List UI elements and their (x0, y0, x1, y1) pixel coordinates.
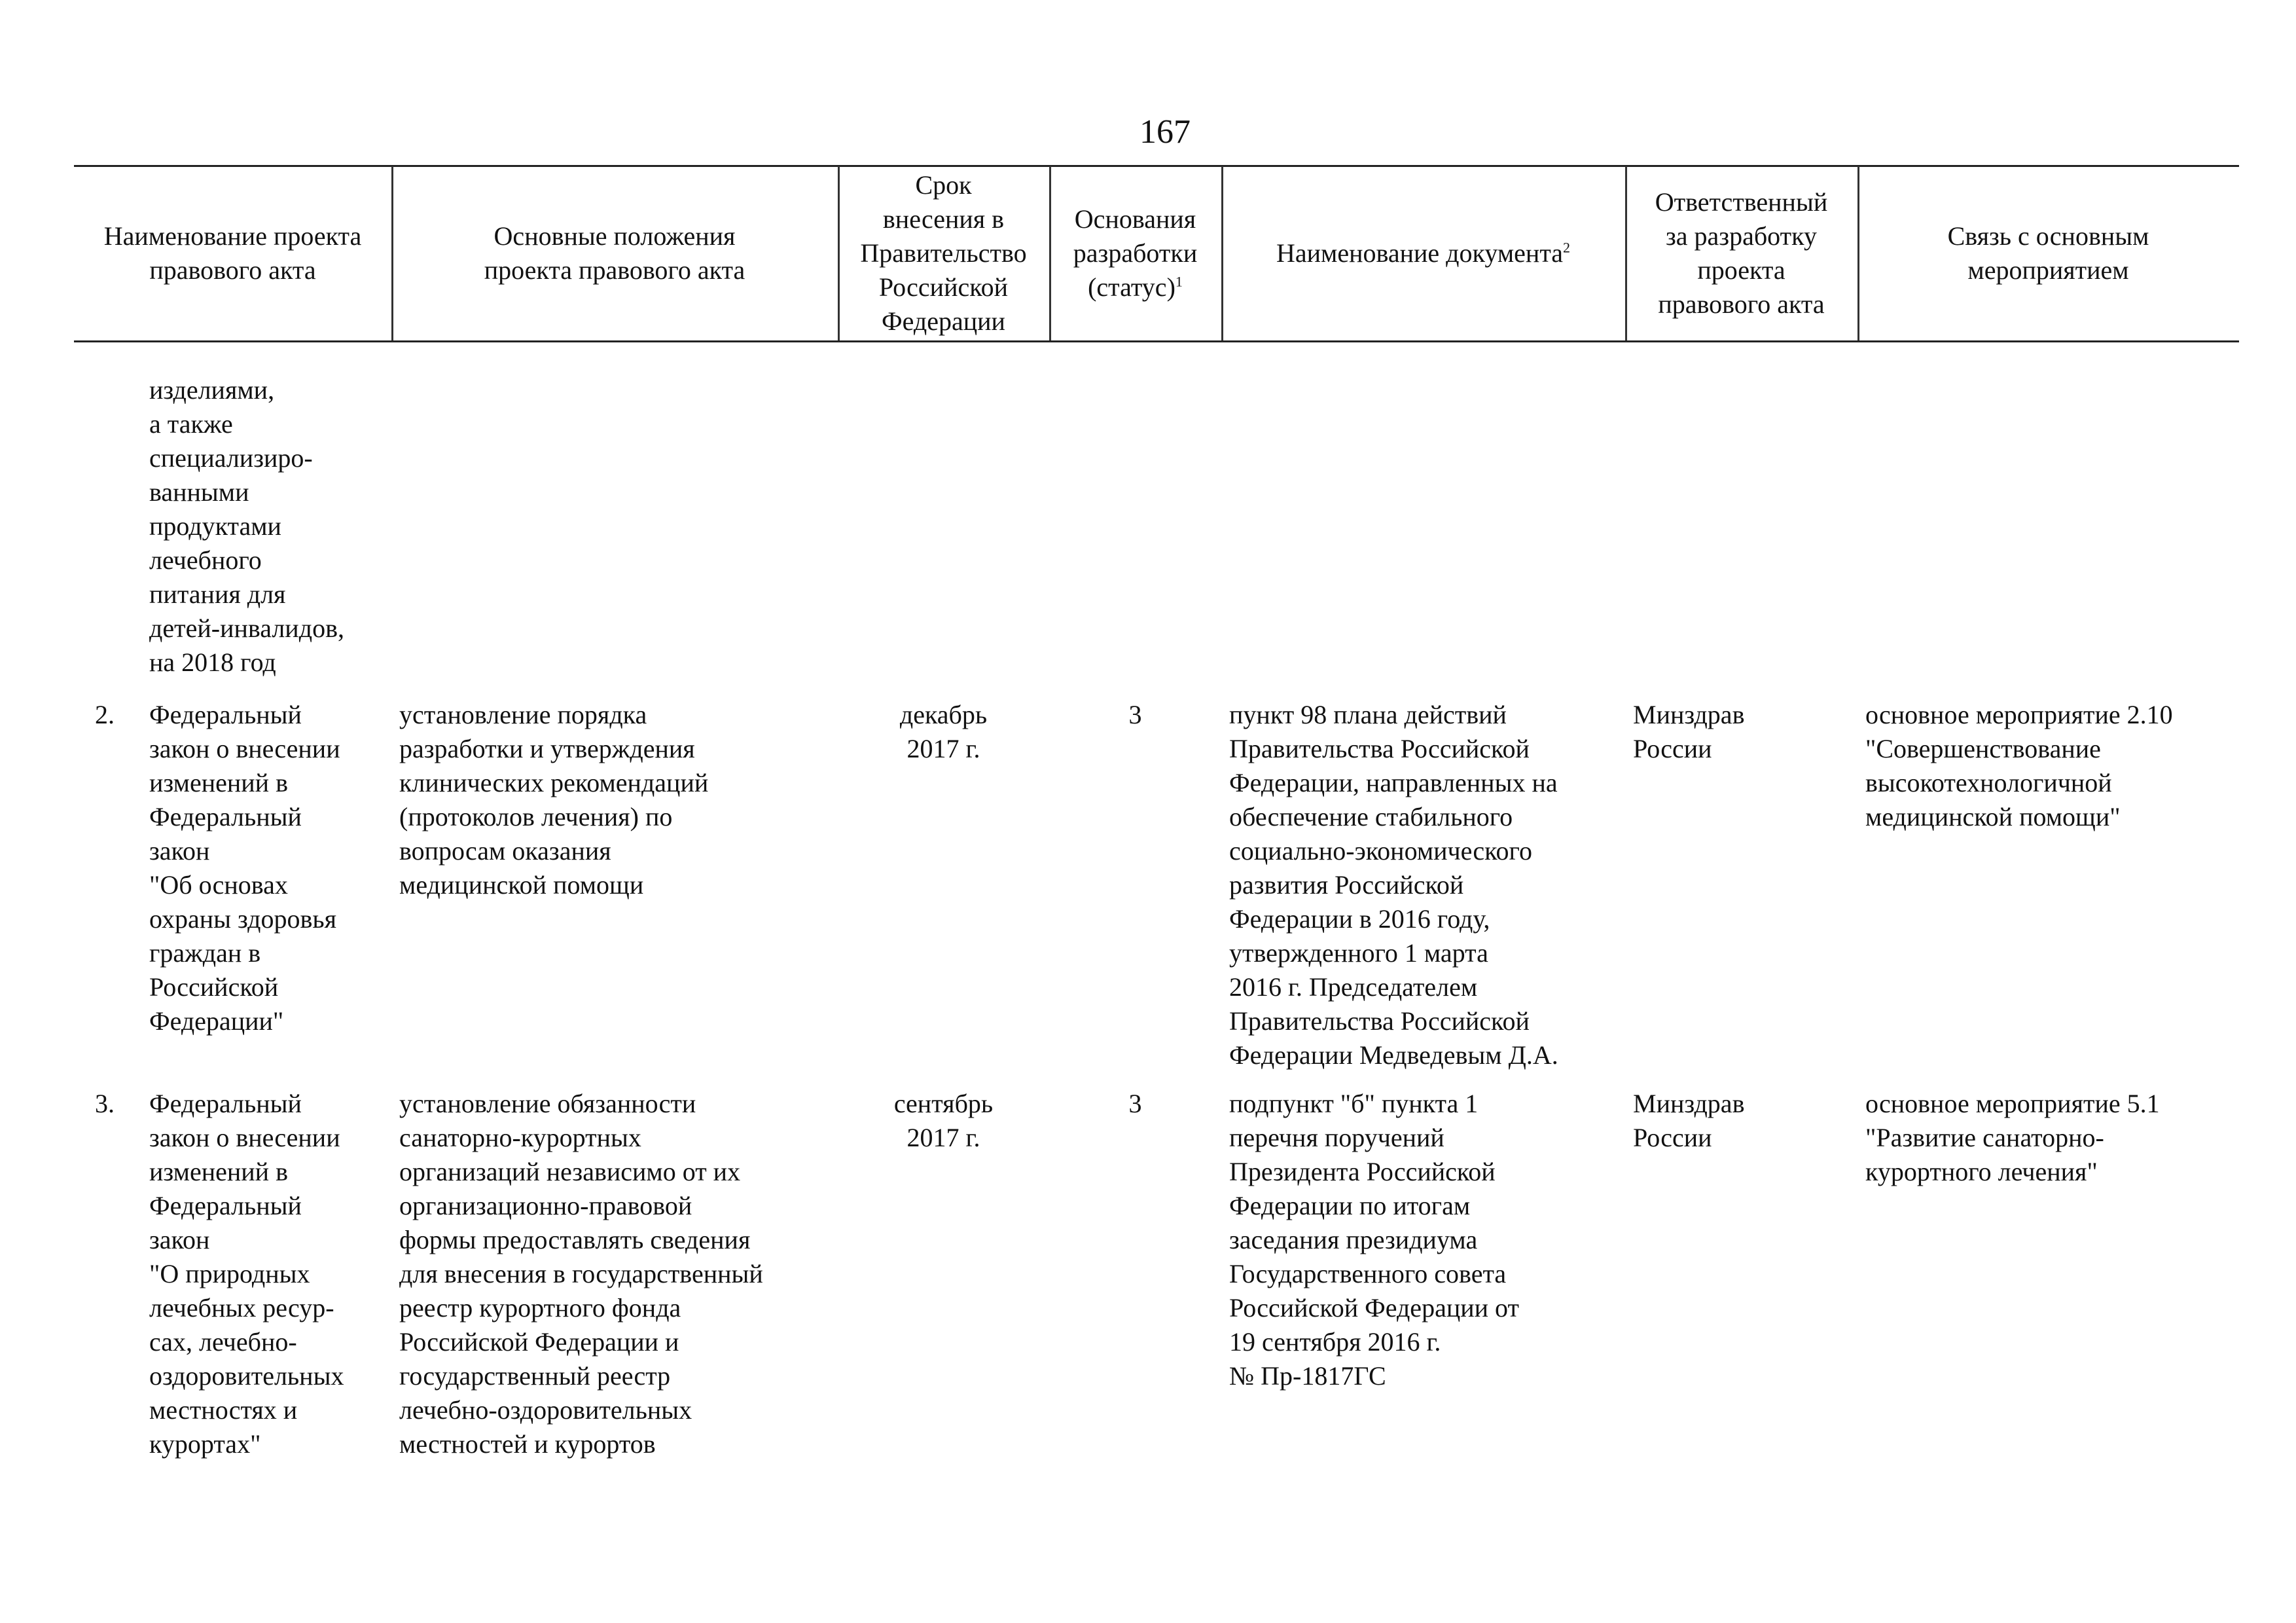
header-main-provisions-text: Основные положения проекта правового акта (484, 221, 745, 285)
development-status: 3 (1128, 1089, 1142, 1118)
footnote-marker: 2 (1563, 239, 1571, 256)
header-project-name-text: Наименование проекта правового акта (103, 221, 362, 285)
header-responsible-text: Ответственный за разработку проекта правового акта (1655, 187, 1828, 319)
project-name: Федеральный закон о внесении изменений в Федеральный закон "Об основах охраны здоровья граждан в Российской Федерации" (149, 700, 340, 1036)
header-link-main-activity (1857, 166, 2239, 340)
header-link-main-activity-text: Связь с основным мероприятием (1947, 221, 2149, 285)
link-main-activity: основное мероприятие 2.10 "Совершенствование высокотехнологичной медицинской помощи" (1865, 700, 2173, 831)
header-main-provisions (391, 166, 838, 340)
project-name: Федеральный закон о внесении изменений в Федеральный закон "О природных лечебных ресур- сах, лечебно- оздоровительных местностях и курортах" (149, 1089, 344, 1459)
footnote-marker: 1 (1175, 273, 1183, 290)
header-development-basis-text: Основания разработки (статус) (1073, 204, 1198, 302)
header-project-name (74, 166, 391, 340)
header-deadline-text: Срок внесения в Правительство Российской Федерации (860, 170, 1027, 336)
responsible-agency: Минздрав России (1633, 1089, 1745, 1152)
row-number: 3. (95, 1089, 115, 1118)
main-provisions: установление обязанности санаторно-курортных организаций независимо от их организационно-правовой формы предоставлять сведения для внесения в государственный реестр курортного фонда Российской Федерации и государственный реестр лечебно-оздоровительных местностей и курортов (399, 1089, 763, 1459)
header-deadline (838, 166, 1049, 340)
submission-deadline: декабрь 2017 г. (899, 700, 988, 763)
main-provisions: установление порядка разработки и утверждения клинических рекомендаций (протоколов лечения) по вопросам оказания медицинской помощи (399, 700, 709, 900)
responsible-agency: Минздрав России (1633, 700, 1745, 763)
page-number: 167 (1139, 113, 1191, 151)
table-header-bottom-rule (74, 340, 2239, 342)
document-name: подпункт "б" пункта 1 перечня поручений Президента Российской Федерации по итогам заседания президиума Государственного совета Российской Федерации от 19 сентября 2016 г. № Пр-1817ГС (1229, 1089, 1519, 1391)
header-responsible (1625, 166, 1857, 340)
continuation-project-name: изделиями, а также специализиро- ванными продуктами лечебного питания для детей-инвалидов, на 2018 год (149, 375, 344, 677)
submission-deadline: сентябрь 2017 г. (893, 1089, 994, 1152)
document-name: пункт 98 плана действий Правительства Российской Федерации, направленных на обеспечение стабильного социально-экономического развития Российской Федерации в 2016 году, утвержденного 1 марта 2016 г. Председателем Правительства Российской Федерации Медведевым Д.А. (1229, 700, 1558, 1070)
header-document-name (1221, 166, 1625, 340)
development-status: 3 (1128, 700, 1142, 729)
header-development-basis (1049, 166, 1221, 340)
link-main-activity: основное мероприятие 5.1 "Развитие санаторно- курортного лечения" (1865, 1089, 2160, 1186)
header-document-name-text: Наименование документа (1276, 238, 1564, 268)
row-number: 2. (95, 700, 115, 729)
